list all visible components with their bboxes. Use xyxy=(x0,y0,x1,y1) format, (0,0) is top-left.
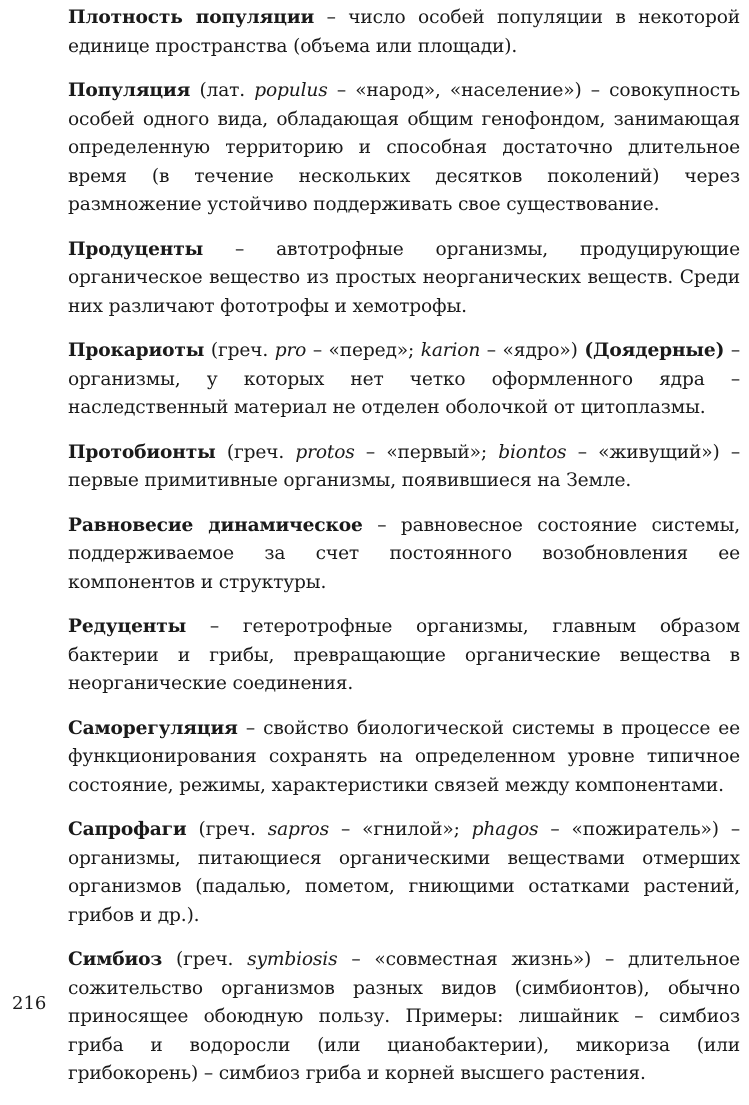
italic-text: karion xyxy=(420,340,481,361)
bold-text: Сапрофаги xyxy=(68,819,187,840)
entry-text: – «совместная жизнь») – длительное сожительство организмов разных видов (симбионтов), обычно приносящее обоюдную пользу. Примеры: лишайник – симбиоз гриба и водоросли (или цианобактерии), микориза (или грибокорень) – симбиоз гриба и корней высшего растения. xyxy=(68,949,740,1084)
glossary-entry xyxy=(68,236,740,322)
entry-text: – «живущий») – первые примитивные организмы, появившиеся на Земле. xyxy=(68,441,740,491)
bold-text: Равновесие динамическое xyxy=(68,514,363,536)
glossary-entry xyxy=(68,4,740,61)
italic-text: sapros xyxy=(267,819,329,840)
bold-text: Редуценты xyxy=(68,616,187,637)
entry-text: – «пожиратель») – организмы, питающиеся органическими веществами отмерших организмов (падалью, пометом, гниющими остатками растений, грибов и др.). xyxy=(68,819,740,926)
glossary-entry xyxy=(68,715,740,801)
entry-text: (лат. xyxy=(190,80,255,101)
bold-text: Популяция xyxy=(68,80,191,101)
entry-text: – «первый»; xyxy=(354,441,499,463)
entry-text: – организмы, у которых нет четко оформленного ядра – наследственный материал не отделен оболочкой от цитоплазмы. xyxy=(68,340,740,418)
entry-text: (греч. xyxy=(215,441,296,463)
glossary-entry xyxy=(68,512,740,598)
bold-text: Саморегуляция xyxy=(68,717,238,739)
entry-text: – гетеротрофные организмы, главным образом бактерии и грибы, превращающие органические вещества в неорганические соединения. xyxy=(68,616,740,694)
entry-text: – «народ», «население») – совокупность особей одного вида, обладающая общим генофондом, занимающая определенную территорию и способная достаточно длительное время (в течение нескольких десятков поколений) через размножение устойчиво поддерживать свое существование. xyxy=(68,80,740,215)
bold-text: Продуценты xyxy=(68,238,204,260)
entry-text: – автотрофные организмы, продуцирующие органическое вещество из простых неорганических веществ. Среди них различают фототрофы и хемотрофы. xyxy=(68,238,740,317)
glossary-entry xyxy=(68,77,740,220)
glossary-entry xyxy=(68,439,740,496)
glossary-entries xyxy=(68,4,740,1105)
bold-text: Симбиоз xyxy=(68,949,163,970)
glossary-entry xyxy=(68,946,740,1089)
entry-text: – свойство биологической системы в процессе ее функционирования сохранять на определенном уровне типичное состояние, режимы, характеристики связей между компонентами. xyxy=(68,717,740,796)
entry-text: – «перед»; xyxy=(306,340,421,361)
bold-text: (Доядерные) xyxy=(584,340,725,361)
entry-text: (греч. xyxy=(186,819,268,840)
entry-text: – «ядро») xyxy=(480,340,585,361)
bold-text: Протобионты xyxy=(68,441,216,463)
italic-text: symbiosis xyxy=(247,949,338,970)
bold-text: Плотность популяции xyxy=(68,7,315,28)
page-number: 216 xyxy=(12,993,47,1014)
entry-text: (греч. xyxy=(204,340,275,361)
glossary-entry xyxy=(68,613,740,699)
italic-text: pro xyxy=(274,340,307,361)
bold-text: Прокариоты xyxy=(68,340,205,361)
entry-text: (греч. xyxy=(162,949,248,970)
italic-text: protos xyxy=(295,441,355,463)
italic-text: populus xyxy=(254,80,328,101)
glossary-entry xyxy=(68,816,740,930)
glossary-entry xyxy=(68,337,740,423)
italic-text: phagos xyxy=(471,819,539,840)
entry-text: – «гнилой»; xyxy=(328,819,472,840)
italic-text: biontos xyxy=(498,441,567,463)
entry-text: – равновесное состояние системы, поддерживаемое за счет постоянного возобновления ее компонентов и структуры. xyxy=(68,514,740,593)
entry-text: – число особей популяции в некоторой единице пространства (объема или площади). xyxy=(68,7,740,57)
